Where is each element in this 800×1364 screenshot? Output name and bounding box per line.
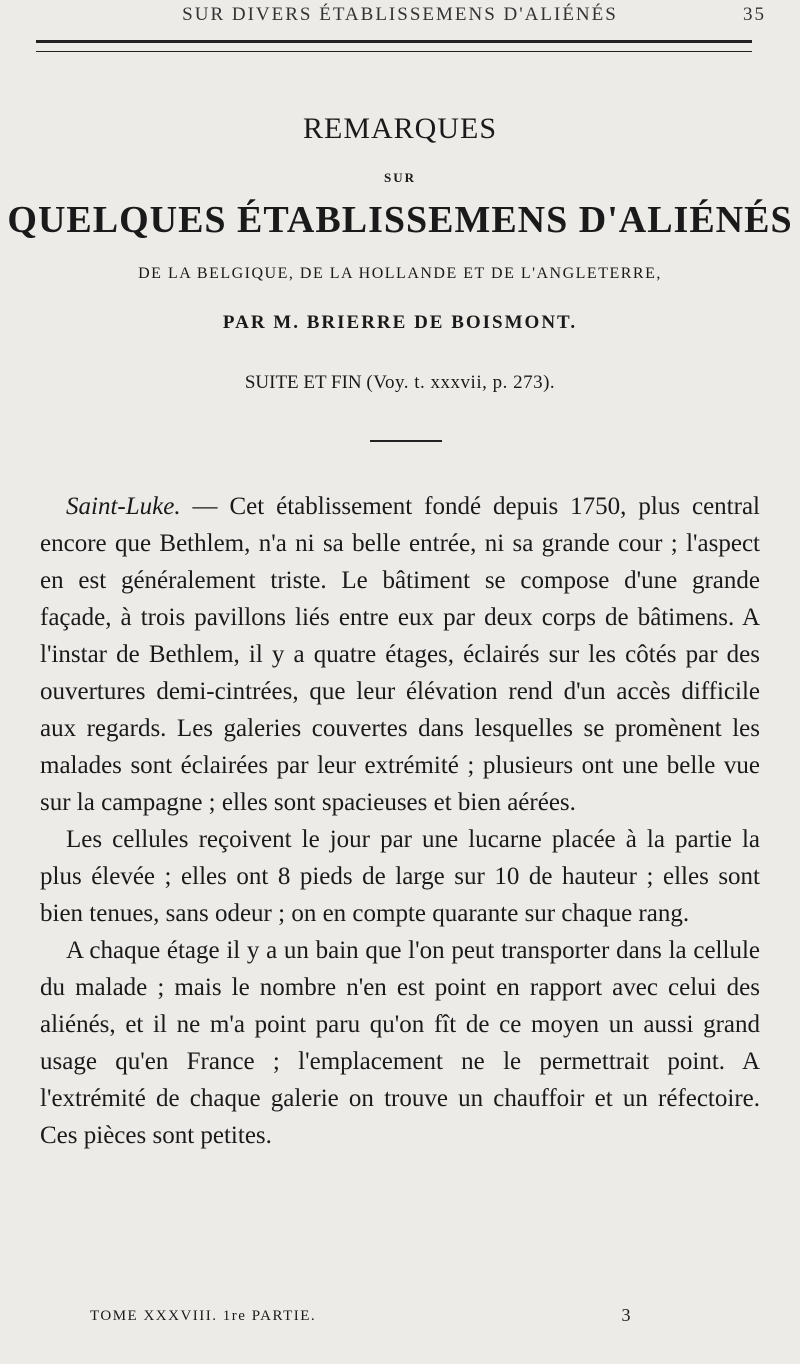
title-connector: SUR <box>383 170 416 185</box>
paragraph-text: — Cet établissement fondé depuis 1750, plus central encore que Bethlem, n'a ni sa belle entrée, ni sa grande cour ; l'aspect en est généralement triste. Le bâtiment se compose d'une grande façade, à trois pavillons liés entre eux par deux corps de bâtimens. A l'instar de Bethlem, il y a quatre étages, éclairés sur les côtés par des ouvertures demi-cintrées, que leur élévation rend d'un accès difficile aux regards. Les galeries couvertes dans lesquelles se promènent les malades sont éclairées par leur extrémité ; plusieurs ont une belle vue sur la campagne ; elles sont spacieuses et bien aérées. <box>40 493 760 816</box>
paragraph-3 <box>40 932 760 1154</box>
continuation-reference: (Voy. t. xxxvii, p. 273). <box>366 372 556 393</box>
continuation-label: SUITE ET FIN <box>244 372 362 393</box>
signature-mark: 3 <box>621 1305 632 1325</box>
article-title: REMARQUES <box>302 112 498 145</box>
article-body <box>40 488 760 1154</box>
paragraph-text: A chaque étage il y a un bain que l'on peut transporter dans la cellule du malade ; mais le nombre n'en est point en rapport avec celui des aliénés, et il ne m'a point paru qu'on fît de ce moyen un aussi grand usage qu'en France ; l'emplacement ne le permettrait point. A l'extrémité de chaque galerie on trouve un chauffoir et un réfectoire. Ces pièces sont petites. <box>40 937 760 1149</box>
volume-note: TOME XXXVIII. 1re PARTIE. <box>90 1308 317 1324</box>
page-footer <box>90 1305 710 1332</box>
continuation-note <box>0 372 800 394</box>
article-subtitle: DE LA BELGIQUE, DE LA HOLLANDE ET DE L'ANGLETERRE, <box>138 265 662 282</box>
paragraph-1 <box>40 488 760 821</box>
article-main-title: QUELQUES ÉTABLISSEMENS D'ALIÉNÉS <box>7 199 793 241</box>
paragraph-2 <box>40 821 760 932</box>
paragraph-lead: Saint-Luke. <box>66 493 181 520</box>
article-author: PAR M. BRIERRE DE BOISMONT. <box>222 312 578 333</box>
page-number: 35 <box>743 4 766 25</box>
running-head-text: SUR DIVERS ÉTABLISSEMENS D'ALIÉNÉS <box>182 4 618 25</box>
paragraph-text: Les cellules reçoivent le jour par une lucarne placée à la partie la plus élevée ; elles ont 8 pieds de large sur 10 de hauteur ; elles sont bien tenues, sans odeur ; on en compte quarante sur chaque rang. <box>40 826 760 927</box>
header-double-rule <box>36 40 752 52</box>
section-divider <box>370 440 442 442</box>
running-head <box>0 4 800 32</box>
